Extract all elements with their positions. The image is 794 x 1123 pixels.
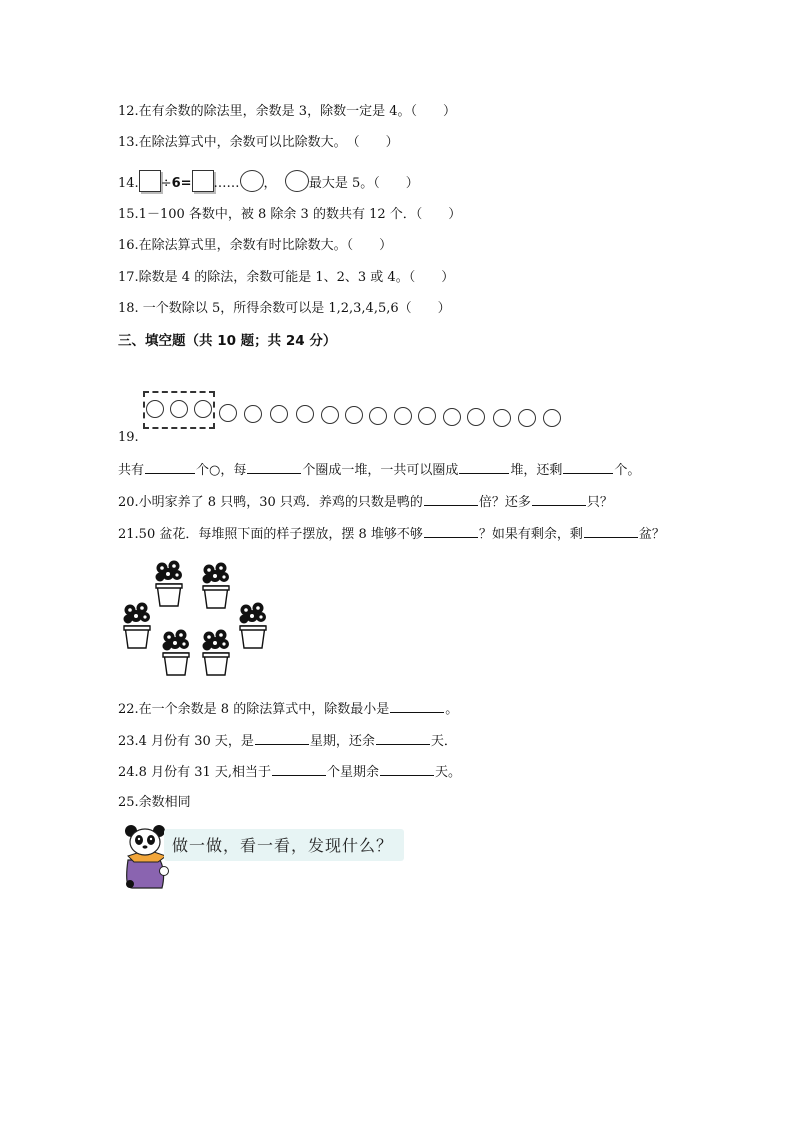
blank-groups[interactable]	[459, 460, 509, 474]
question-19: 共有 个○，每 个圈成一堆，一共可以圈成 堆，还剩 个。	[118, 460, 640, 480]
circle	[418, 407, 436, 425]
circle	[394, 407, 412, 425]
circle	[493, 409, 511, 427]
question-21: 21.50 盆花．每堆照下面的样子摆放，摆 8 堆够不够 ？如果有剩余，剩 盆？	[118, 524, 665, 544]
blank-weeks-april[interactable]	[255, 731, 309, 745]
question-17: 17.除数是 4 的除法，余数可能是 1、2、3 或 4。（ ）	[118, 270, 455, 285]
blank-enough[interactable]	[424, 524, 478, 538]
blank-times[interactable]	[424, 492, 478, 506]
flower-pot-icon	[200, 627, 232, 679]
circle	[518, 409, 536, 427]
blank-remain[interactable]	[563, 460, 613, 474]
blank-min-divisor[interactable]	[390, 699, 444, 713]
blank-weeks-august[interactable]	[272, 762, 326, 776]
flower-pot-icon	[200, 560, 232, 612]
circle	[345, 406, 363, 424]
circle	[467, 408, 485, 426]
question-18: 18. 一个数除以 5，所得余数可以是 1,2,3,4,5,6（ ）	[118, 301, 451, 316]
question-14: 14. ÷6= …… ， 最大是 5。（ ）	[118, 170, 419, 193]
circle	[321, 406, 339, 424]
blank-square-quotient[interactable]	[192, 170, 214, 192]
blank-circle-remainder[interactable]	[240, 170, 264, 192]
question-25: 25.余数相同	[118, 795, 191, 810]
blank-total[interactable]	[145, 460, 195, 474]
circled-circle	[146, 400, 164, 418]
circled-circle	[170, 400, 188, 418]
question-20: 20.小明家养了 8 只鸭，30 只鸡．养鸡的只数是鸭的 倍？还多 只？	[118, 492, 613, 512]
circle	[244, 405, 262, 423]
circle	[443, 408, 461, 426]
question-24: 24.8 月份有 31 天,相当于 个星期余 天。	[118, 762, 461, 782]
circle	[219, 404, 237, 422]
blank-per-group[interactable]	[247, 460, 301, 474]
flower-pot-icon	[153, 558, 185, 610]
question-19-number: 19.	[118, 430, 139, 445]
circle	[296, 405, 314, 423]
question-22: 22.在一个余数是 8 的除法算式中，除数最小是 。	[118, 699, 458, 719]
question-12: 12.在有余数的除法里，余数是 3，除数一定是 4。（ ）	[118, 104, 456, 119]
question-15: 15.1－100 各数中，被 8 除余 3 的数共有 12 个．（ ）	[118, 207, 462, 222]
question-13: 13.在除法算式中，余数可以比除数大。 （ ）	[118, 135, 399, 150]
flower-pot-icon	[121, 600, 153, 652]
circled-circle	[194, 400, 212, 418]
blank-left-pots[interactable]	[584, 524, 638, 538]
circle	[369, 407, 387, 425]
speech-bubble-text: 做一做，看一看，发现什么？	[172, 836, 394, 855]
blank-days-august[interactable]	[380, 762, 434, 776]
blank-circle-remainder-2[interactable]	[285, 170, 309, 192]
blank-square-dividend[interactable]	[139, 170, 161, 192]
flower-pot-icon	[160, 627, 192, 679]
flower-pot-icon	[237, 600, 269, 652]
circle	[543, 409, 561, 427]
section-3-title: 三、填空题（共 10 题；共 24 分）	[118, 333, 337, 349]
blank-more[interactable]	[532, 492, 586, 506]
blank-days-april[interactable]	[376, 731, 430, 745]
question-23: 23.4 月份有 30 天，是 星期，还余 天．	[118, 731, 457, 751]
question-16: 16.在除法算式里，余数有时比除数大。（ ）	[118, 238, 393, 253]
circle	[270, 405, 288, 423]
